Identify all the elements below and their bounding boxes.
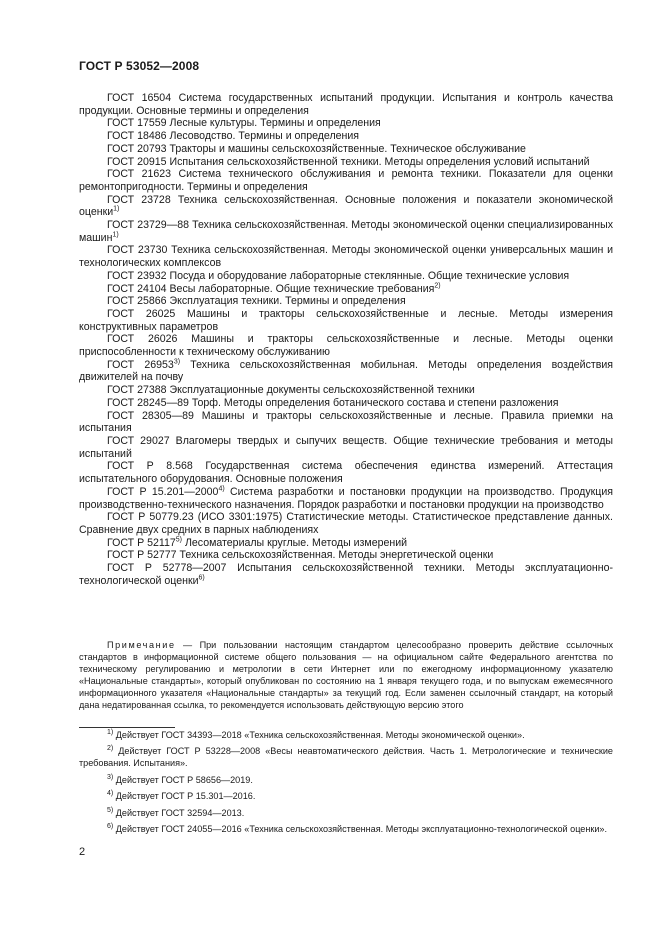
reference-item: ГОСТ 21623 Система технического обслуживания и ремонта техники. Показатели для оценки ремонтопригодности. Термины и определения [79,168,613,193]
reference-item: ГОСТ 16504 Система государственных испытаний продукции. Испытания и контроль качества продукции. Основные термины и определения [79,92,613,117]
reference-item: ГОСТ 17559 Лесные культуры. Термины и определения [107,117,381,130]
reference-item: ГОСТ Р 15.201—2000$^{4)}$ Система разработки и постановки продукции на производство. Продукция производственно-технического назначения. Порядок разработки и постановки продукции на производство [79,485,614,511]
reference-item: ГОСТ Р 8.568 Государственная система обеспечения единства измерений. Аттестация испытательного оборудования. Основные положения [79,460,613,486]
footnote-mark: 3) [107,773,114,781]
reference-item: ГОСТ 27388 Эксплуатационные документы сельскохозяйственной техники [107,384,475,397]
reference-item: ГОСТ Р 52778—2007 Испытания сельскохозяйственной техники. Методы эксплуатационно-технологической оценки$^{6)}$ [79,562,613,587]
footnote-item: $^{5)}$ Действует ГОСТ 32594—2013. [107,806,245,818]
page-number: 2 [79,846,86,858]
footnote-item: $^{3)}$ Действует ГОСТ Р 58656—2019. [107,773,253,785]
footnote-marker: 3) [173,358,181,366]
reference-item: ГОСТ 25866 Эксплуатация техники. Термины и определения [107,295,406,308]
note-label: Примечание [107,640,176,650]
reference-item: ГОСТ 26953$^{3)}$ Техника сельскохозяйственная мобильная. Методы определения воздействия движителей на почву [79,358,613,384]
footnote-mark: 2) [107,745,114,753]
reference-item: ГОСТ 26026 Машины и тракторы сельскохозяйственные и лесные. Методы оценки приспособленности к техническому обслуживанию [79,333,613,359]
normative-references-list [79,92,613,587]
reference-item: ГОСТ Р 52117$^{5)}$ Лесоматериалы круглые. Методы измерений [107,536,408,549]
reference-item: ГОСТ Р 52777 Техника сельскохозяйственная. Методы энергетической оценки [107,549,494,562]
reference-item: ГОСТ 23932 Посуда и оборудование лабораторные стеклянные. Общие технические условия [107,269,570,282]
reference-item: ГОСТ 20915 Испытания сельскохозяйственной техники. Методы определения условий испытаний [107,155,590,168]
reference-item: ГОСТ 28245—89 Торф. Методы определения ботанического состава и степени разложения [107,396,559,409]
footnotes-list [79,730,613,840]
footnote-item: $^{1)}$ Действует ГОСТ 34393—2018 «Техника сельскохозяйственная. Методы экономической оценки». [107,728,525,740]
reference-item: ГОСТ 18486 Лесоводство. Термины и определения [107,130,360,143]
reference-item: ГОСТ 26025 Машины и тракторы сельскохозяйственные и лесные. Методы измерения конструктивных параметров [79,307,613,333]
reference-item: ГОСТ 29027 Влагомеры твердых и сыпучих веществ. Общие технические требования и методы испытаний [79,434,613,460]
footnote-marker: 2) [434,282,441,290]
footnote-mark: 6) [107,822,114,830]
reference-item: ГОСТ Р 50779.23 (ИСО 3301:1975) Статистические методы. Статистическое представление данных. Сравнение двух средних в парных наблюдениях [79,511,613,536]
footnote-divider [79,727,175,728]
reference-item: ГОСТ 28305—89 Машины и тракторы сельскохозяйственные и лесные. Правила приемки на испытания [79,409,613,435]
reference-item: ГОСТ 20793 Тракторы и машины сельскохозяйственные. Техническое обслуживание [107,142,526,155]
document-header: ГОСТ Р 53052—2008 [79,59,200,73]
footnote-marker: 1) [113,205,120,213]
footnote-marker: 5) [175,536,183,544]
note-text: При пользовании настоящим стандартом целесообразно проверить действие ссылочных стандартов в информационной системе общего пользования — на официальном сайте Федерального агентства по техническому регулированию и метрологии в сети Интернет или по ежегодному информационному указателю «Национальные стандарты», который опубликован по состоянию на 1 января текущего года, и по выпускам ежемесячного информационного указателя «Национальные стандарты» за текущий год. Если заменен ссылочный стандарт, на который дана недатированная ссылка, то рекомендуется использовать действующую версию этого [79,640,613,710]
footnote-item: $^{4)}$ Действует ГОСТ Р 15.301—2016. [107,790,256,802]
reference-item: ГОСТ 24104 Весы лабораторные. Общие технические требования$^{2)}$ [107,282,441,295]
footnote-mark: 4) [107,790,114,798]
footnote-marker: 4) [218,485,225,493]
footnote-marker: 1) [112,231,119,239]
reference-item: ГОСТ 23729—88 Техника сельскохозяйственная. Методы экономической оценки специализированных машин$^{1)}$ [79,219,613,244]
reference-item: ГОСТ 23730 Техника сельскохозяйственная. Методы экономической оценки универсальных машин и технологических комплексов [79,244,613,270]
reference-item: ГОСТ 23728 Техника сельскохозяйственная. Основные положения и показатели экономической оценки$^{1)}$ [79,193,613,219]
note-paragraph: Примечание — При пользовании настоящим стандартом целесообразно проверить действие ссылочных стандартов в информационной системе общего пользования — на официальном сайте Федерального агентства по техническому регулированию и метрологии в сети Интернет или по ежегодному информационному указателю «Национальные стандарты», который опубликован по состоянию на 1 января текущего года, и по выпускам ежемесячного информационного указателя «Национальные стандарты» за текущий год. Если заменен ссылочный стандарт, на который дана недатированная ссылка, то рекомендуется использовать действующую версию этого [79,640,613,710]
footnote-item: $^{6)}$ Действует ГОСТ 24055—2016 «Техника сельскохозяйственная. Методы эксплуатационно-технологической оценки». [107,822,608,834]
footnote-marker: 6) [198,574,205,582]
footnote-mark: 1) [107,728,114,736]
footnote-item: $^{2)}$ Действует ГОСТ Р 53228—2008 «Весы неавтоматического действия. Часть 1. Метрологические и технические требования. Испытания». [79,745,613,769]
footnote-mark: 5) [107,806,114,814]
